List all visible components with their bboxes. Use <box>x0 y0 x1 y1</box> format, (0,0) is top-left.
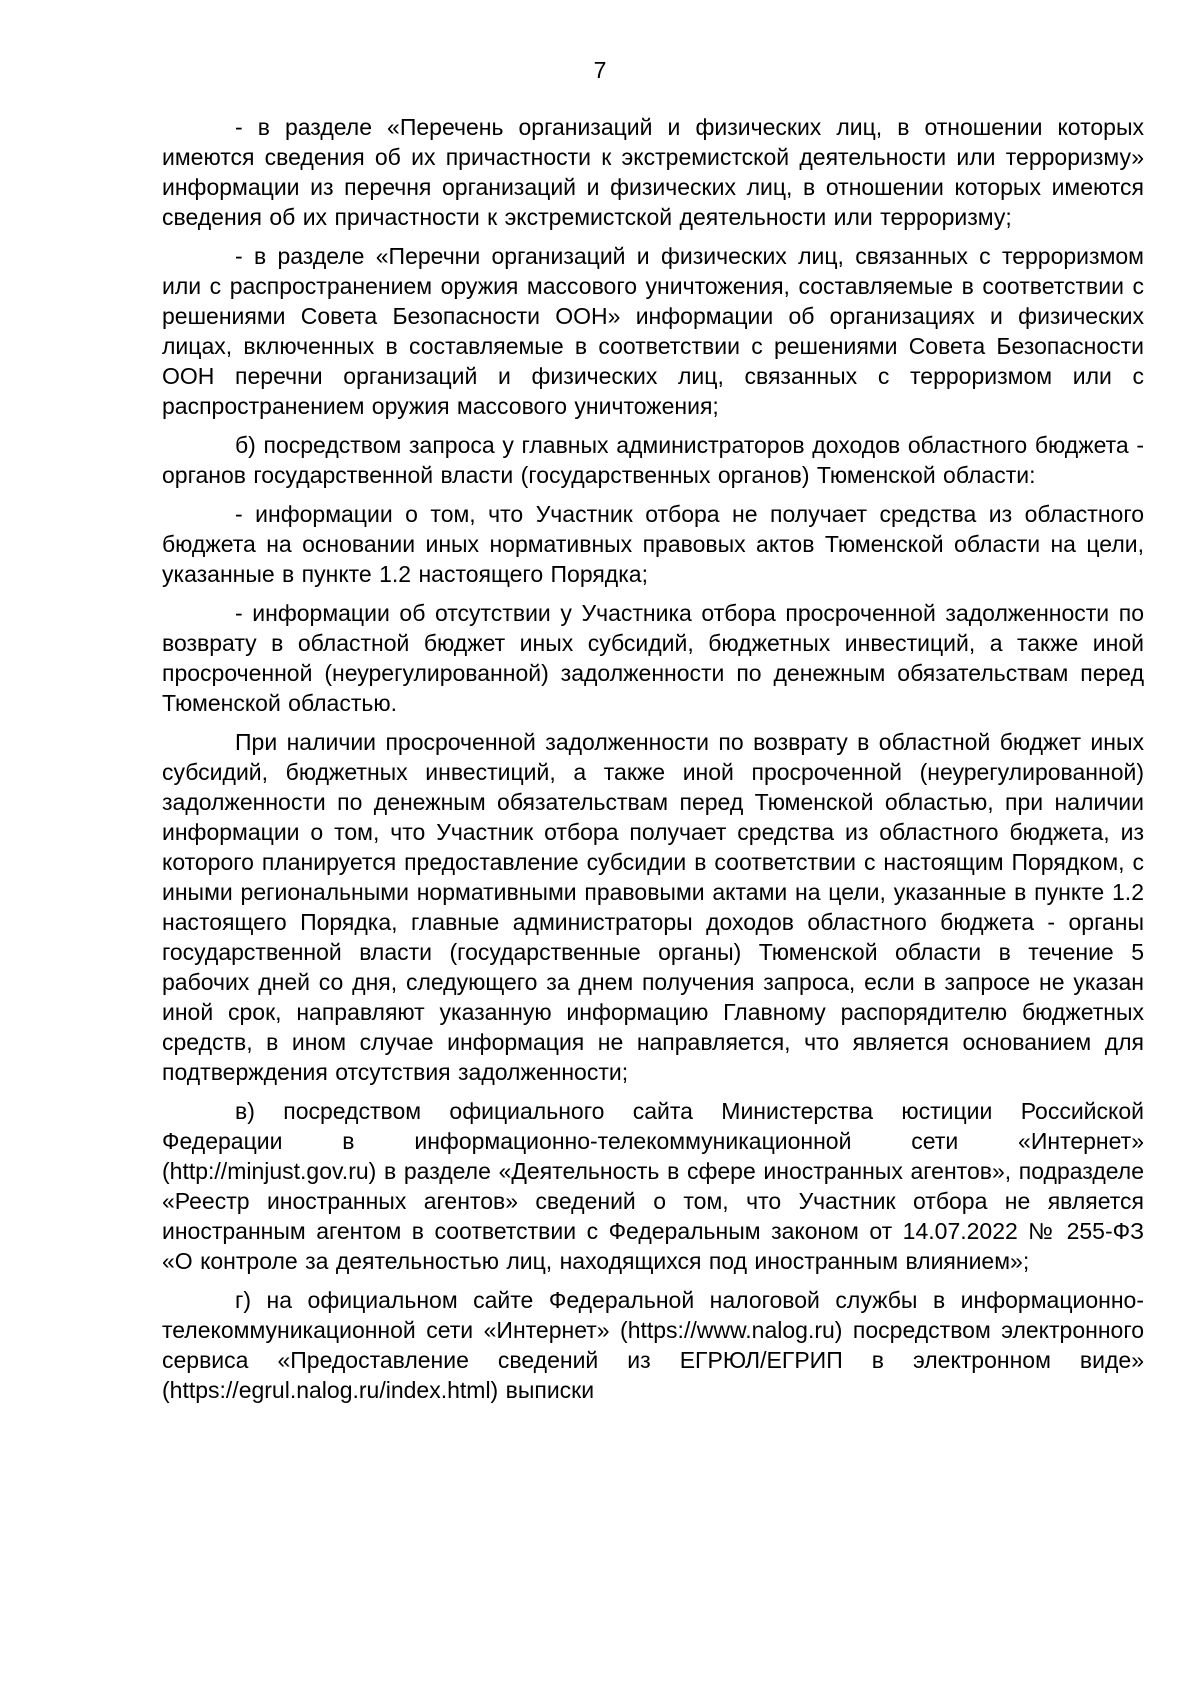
paragraph-extremism-list: - в разделе «Перечень организаций и физических лиц, в отношении которых имеются сведения об их причастности к экстремистской деятельности или терроризму» информации из перечня организаций и физических лиц, в отношении которых имеются сведения об их причастности к экстремистской деятельности или терроризму; <box>162 114 1144 230</box>
paragraph-no-overdue-debt: - информации об отсутствии у Участника отбора просроченной задолженности по возврату в областной бюджет иных субсидий, бюджетных инвестиций, а также иной просроченной (неурегулированной) задолженности по денежным обязательствам перед Тюменской областью. <box>162 600 1144 716</box>
paragraph-un-security-council-lists: - в разделе «Перечни организаций и физических лиц, связанных с терроризмом или с распространением оружия массового уничтожения, составляемые в соответствии с решениями Совета Безопасности ООН» информации об организациях и физических лицах, включенных в составляемые в соответствии с решениями Совета Безопасности ООН перечни организаций и физических лиц, связанных с терроризмом или с распространением оружия массового уничтожения; <box>162 243 1144 419</box>
page-number: 7 <box>593 57 607 83</box>
document-body <box>162 112 1144 1414</box>
paragraph-request-administrators: б) посредством запроса у главных администраторов доходов областного бюджета - органов государственной власти (государственных органов) Тюменской области: <box>162 432 1144 488</box>
paragraph-no-budget-funds: - информации о том, что Участник отбора не получает средства из областного бюджета на основании иных нормативных правовых актов Тюменской области на цели, указанные в пункте 1.2 настоящего Порядка; <box>162 501 1144 587</box>
paragraph-overdue-debt-procedure: При наличии просроченной задолженности по возврату в областной бюджет иных субсидий, бюджетных инвестиций, а также иной просроченной (неурегулированной) задолженности по денежным обязательствам перед Тюменской областью, при наличии информации о том, что Участник отбора получает средства из областного бюджета, из которого планируется предоставление субсидии в соответствии с настоящим Порядком, с иными региональными нормативными правовыми актами на цели, указанные в пункте 1.2 настоящего Порядка, главные администраторы доходов областного бюджета - органы государственной власти (государственные органы) Тюменской области в течение 5 рабочих дней со дня, следующего за днем получения запроса, если в запросе не указан иной срок, направляют указанную информацию Главному распорядителю бюджетных средств, в ином случае информация не направляется, что является основанием для подтверждения отсутствия задолженности; <box>162 729 1144 1085</box>
paragraph-tax-service-extract: г) на официальном сайте Федеральной налоговой службы в информационно-телекоммуникационной сети «Интернет» (https://www.nalog.ru) посредством электронного сервиса «Предоставление сведений из ЕГРЮЛ/ЕГРИП в электронном виде» (https://egrul.nalog.ru/index.html) выписки <box>162 1287 1144 1403</box>
paragraph-foreign-agents-registry: в) посредством официального сайта Министерства юстиции Российской Федерации в информационно-телекоммуникационной сети «Интернет» (http://minjust.gov.ru) в разделе «Деятельность в сфере иностранных агентов», подразделе «Реестр иностранных агентов» сведений о том, что Участник отбора не является иностранным агентом в соответствии с Федеральным законом от 14.07.2022 № 255-ФЗ «О контроле за деятельностью лиц, находящихся под иностранным влиянием»; <box>162 1098 1144 1274</box>
